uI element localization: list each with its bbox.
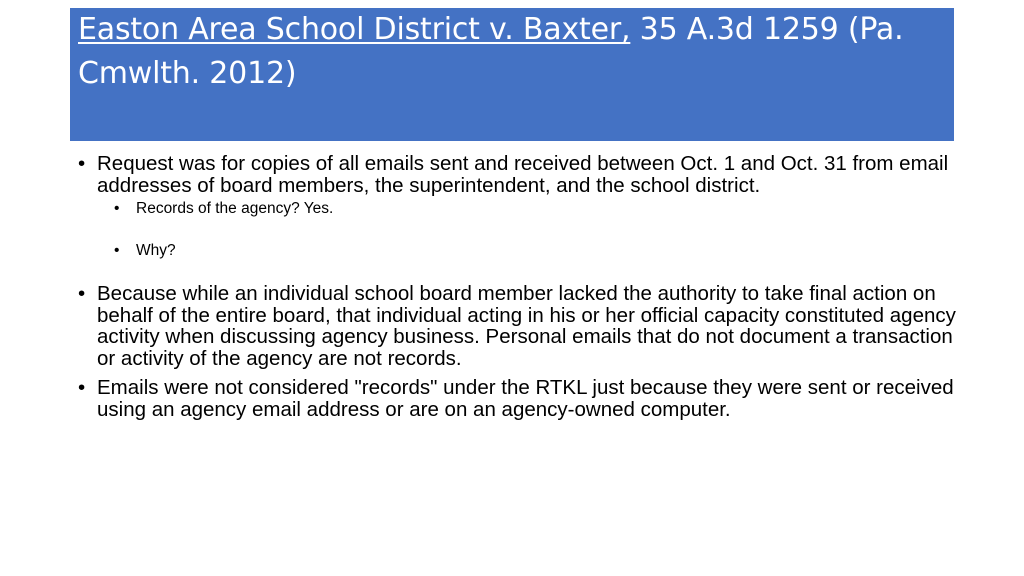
sub-bullet-dot: • [114, 200, 120, 217]
bullet-dot: • [78, 376, 86, 399]
bullet-item [78, 283, 958, 369]
bullet-text: Because while an individual school board member lacked the authority to take final action on behalf of the entire board, that individual acting in his or her official capacity constituted agency activity when discussing agency business. Personal emails that do not document a transaction or activity of the agency are not records. [97, 282, 956, 370]
slide-body [78, 153, 958, 420]
sub-bullet-text: Records of the agency? Yes. [136, 200, 334, 217]
slide-title [78, 8, 948, 96]
bullet-dot: • [78, 282, 86, 305]
sub-bullet-dot: • [114, 242, 120, 259]
sub-bullet-item [114, 241, 958, 261]
sub-bullet-item [114, 199, 958, 219]
bullet-dot: • [78, 152, 86, 175]
sub-bullet-list [114, 199, 958, 261]
bullet-item [78, 153, 958, 196]
bullet-item [78, 377, 958, 420]
case-citation: 35 A.3d 1259 (Pa. Cmwlth. 2012) [78, 12, 904, 91]
case-name: Easton Area School District v. Baxter, [78, 12, 631, 47]
bullet-text: Request was for copies of all emails sent and received between Oct. 1 and Oct. 31 from email addresses of board members, the superintendent, and the school district. [97, 152, 949, 197]
bullet-text: Emails were not considered "records" under the RTKL just because they were sent or received using an agency email address or are on an agency-owned computer. [97, 376, 954, 421]
sub-bullet-text: Why? [136, 242, 176, 259]
